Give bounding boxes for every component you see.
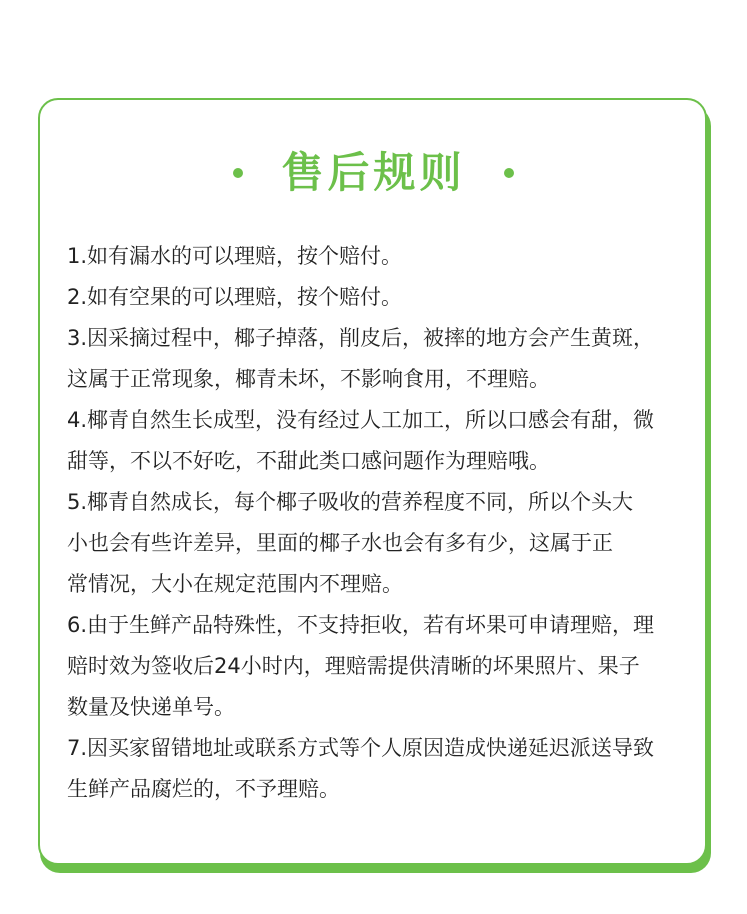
rule-item-5 xyxy=(67,482,687,605)
rule-line: 常情况，大小在规定范围内不理赔。 xyxy=(67,572,403,596)
rule-line: 4.椰青自然生长成型，没有经过人工加工，所以口感会有甜，微 xyxy=(67,408,655,432)
rule-item-1 xyxy=(67,236,687,277)
title-row xyxy=(0,148,747,198)
rule-line: 1.如有漏水的可以理赔，按个赔付。 xyxy=(67,244,403,268)
rule-item-4 xyxy=(67,400,687,482)
rules-list xyxy=(67,236,687,810)
rule-line: 2.如有空果的可以理赔，按个赔付。 xyxy=(67,285,403,309)
rule-line: 6.由于生鲜产品特殊性，不支持拒收，若有坏果可申请理赔，理 xyxy=(67,613,655,637)
rule-line: 数量及快递单号。 xyxy=(67,695,235,719)
rule-line: 甜等，不以不好吃，不甜此类口感问题作为理赔哦。 xyxy=(67,449,550,473)
rule-line: 这属于正常现象，椰青未坏，不影响食用，不理赔。 xyxy=(67,367,550,391)
rule-item-2 xyxy=(67,277,687,318)
rule-line: 生鲜产品腐烂的，不予理赔。 xyxy=(67,777,340,801)
right-dot-icon xyxy=(504,168,514,178)
rule-item-3 xyxy=(67,318,687,400)
rule-line: 赔时效为签收后24小时内，理赔需提供清晰的坏果照片、果子 xyxy=(67,654,640,678)
left-dot-icon xyxy=(233,168,243,178)
page-title: 售后规则 xyxy=(281,148,466,197)
rule-line: 5.椰青自然成长，每个椰子吸收的营养程度不同，所以个头大 xyxy=(67,490,634,514)
rule-line: 小也会有些许差异，里面的椰子水也会有多有少，这属于正 xyxy=(67,531,613,555)
rule-item-7 xyxy=(67,728,687,810)
rule-line: 3.因采摘过程中，椰子掉落，削皮后，被摔的地方会产生黄斑， xyxy=(67,326,655,350)
rule-line: 7.因买家留错地址或联系方式等个人原因造成快递延迟派送导致 xyxy=(67,736,655,760)
rule-item-6 xyxy=(67,605,687,728)
